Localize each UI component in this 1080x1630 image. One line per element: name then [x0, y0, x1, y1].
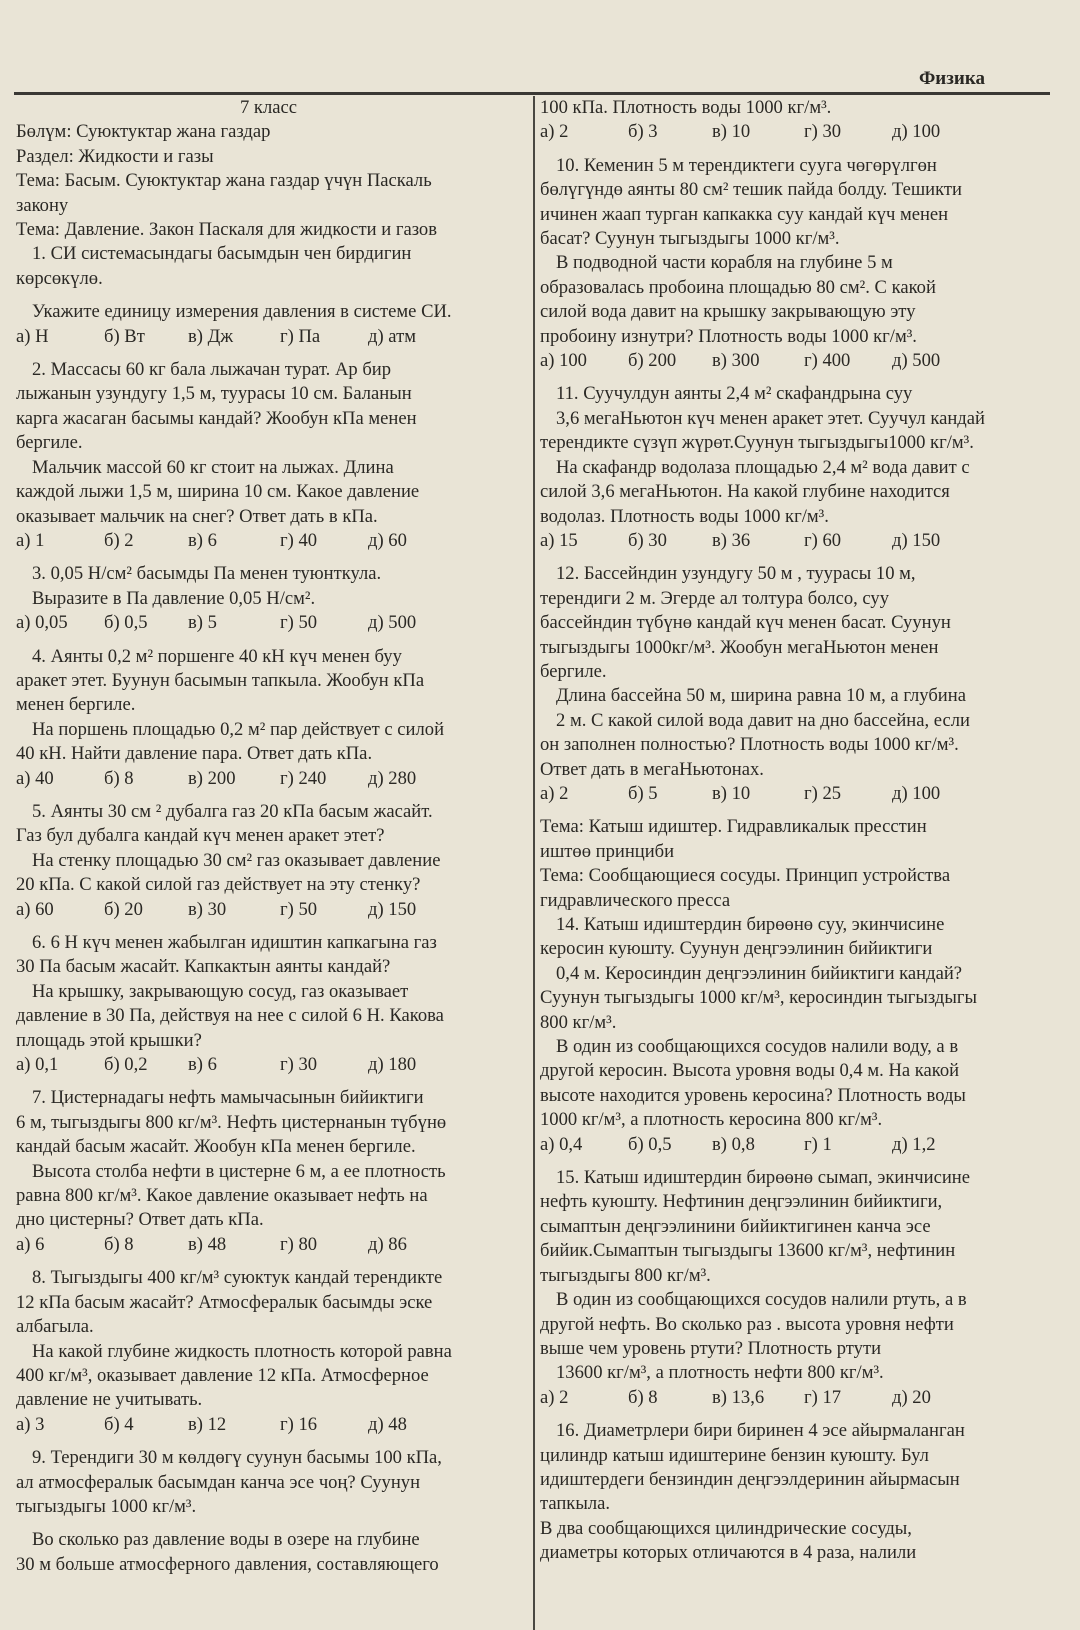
text-line: 2 м. С какой силой вода давит на дно бассейна, если [556, 709, 970, 731]
header-rule [14, 92, 1050, 95]
text-line: высоте находится уровень керосина? Плотность воды [540, 1084, 966, 1106]
text-line: 16. Диаметрлери бири биринен 4 эсе айырмаланган [556, 1420, 965, 1442]
text-line: пробоину изнутри? Плотность воды 1000 кг/м³. [540, 325, 917, 347]
text-line: 10. Кеменин 5 м терендиктеги сууга чөгөрүлгөн [556, 154, 937, 176]
text-line: 2. Массасы 60 кг бала лыжачан турат. Ар бир [32, 359, 392, 381]
text-line: тыгыздыгы 1000 кг/м³. [16, 1495, 197, 1517]
answer-option: д) 20 [892, 1386, 931, 1408]
answer-options [540, 349, 1050, 373]
answer-option: б) 0,5 [104, 612, 148, 634]
text-line: бөлүгүндө аянты 80 см² тешик пайда болду. Тешикти [540, 179, 962, 201]
text-line: равна 800 кг/м³. Какое давление оказывает нефть на [16, 1185, 428, 1207]
text-line: 1. СИ системасындагы басымдын чен бирдигин [32, 243, 412, 265]
answer-option: а) 0,1 [16, 1054, 59, 1076]
answer-option: в) 5 [188, 612, 217, 634]
answer-option: г) 17 [804, 1386, 842, 1408]
text-line: 0,4 м. Керосиндин деңгээлинин бийиктиги кандай? [556, 962, 963, 984]
text-line: Длина бассейна 50 м, ширина равна 10 м, а глубина [556, 685, 966, 707]
text-line: В один из сообщающихся сосудов налили воду, а в [556, 1036, 959, 1058]
text-line: другой керосин. Высота уровня воды 0,4 м. На какой [540, 1060, 960, 1082]
text-line: силой вода давит на крышку закрывающую эту [540, 301, 916, 323]
text-line: На какой глубине жидкость плотность которой равна [32, 1340, 452, 1362]
answer-options [16, 1413, 521, 1437]
answer-option: а) 100 [540, 350, 587, 372]
answer-options [16, 1053, 521, 1077]
text-line: 40 кН. Найти давление пара. Ответ дать кПа. [16, 743, 373, 765]
text-line: Суунун тыгыздыгы 1000 кг/м³, керосиндин тыгыздыгы [540, 987, 978, 1009]
text-line: сымаптын деңгээлинини бийиктигинен канча эсе [540, 1215, 931, 1237]
text-line: иштөө принциби [540, 840, 675, 862]
answer-option: в) 36 [712, 529, 751, 551]
answer-option: в) Дж [188, 325, 234, 347]
text-line: менен бергиле. [16, 694, 136, 716]
text-line: 12 кПа басым жасайт? Атмосфералык басымды эске [16, 1291, 433, 1313]
answer-option: г) 1 [804, 1133, 832, 1155]
text-line: 8. Тыгыздыгы 400 кг/м³ суюктук кандай терендикте [32, 1267, 443, 1289]
answer-options [540, 782, 1050, 806]
text-line: 800 кг/м³. [540, 1011, 617, 1033]
answer-option: в) 300 [712, 350, 760, 372]
answer-option: г) 40 [280, 529, 318, 551]
answer-option: а) 2 [540, 1386, 569, 1408]
text-line: Газ бул дубалга кандай күч менен аракет этет? [16, 825, 385, 847]
answer-option: а) 2 [540, 121, 569, 143]
text-line: ал атмосфералык басымдан канча эсе чоң? Суунун [16, 1471, 421, 1493]
answer-option: а) 0,05 [16, 612, 68, 634]
left-column [16, 96, 521, 1577]
text-line: керосин куюшту. Суунун деңгээлинин бийиктиги [540, 938, 933, 960]
answer-option: б) 30 [628, 529, 667, 551]
text-line: Бөлүм: Суюктуктар жана газдар [16, 121, 271, 143]
answer-option: б) 8 [628, 1386, 658, 1408]
answer-option: д) 100 [892, 782, 941, 804]
text-line: В два сообщающихся цилиндрические сосуды, [540, 1517, 912, 1539]
text-line: 6 м, тыгыздыгы 800 кг/м³. Нефть цистернанын түбүнө [16, 1111, 447, 1133]
text-line: оказывает мальчик на снег? Ответ дать в кПа. [16, 505, 378, 527]
text-line: карга жасаган басымы кандай? Жообун кПа менен [16, 407, 417, 429]
answer-option: б) 5 [628, 782, 658, 804]
answer-option: б) 8 [104, 1233, 134, 1255]
answer-option: в) 6 [188, 1054, 217, 1076]
answer-option: б) 200 [628, 350, 677, 372]
text-line: Укажите единицу измерения давления в системе СИ. [32, 301, 452, 323]
text-line: В подводной части корабля на глубине 5 м [556, 252, 893, 274]
answer-option: д) 180 [368, 1054, 417, 1076]
answer-option: д) 86 [368, 1233, 407, 1255]
text-line: На крышку, закрывающую сосуд, газ оказывает [32, 980, 409, 1002]
answer-option: г) 50 [280, 898, 318, 920]
text-line: диаметры которых отличаются в 4 раза, налили [540, 1542, 917, 1564]
text-line: 12. Бассейндин узундугу 50 м , туурасы 10 м, [556, 563, 916, 585]
text-line: албагыла. [16, 1316, 94, 1338]
text-line: каждой лыжи 1,5 м, ширина 10 см. Какое давление [16, 481, 420, 503]
answer-option: а) 15 [540, 529, 578, 551]
answer-option: д) 280 [368, 767, 417, 789]
answer-options [16, 529, 521, 553]
text-line: бергиле. [540, 660, 607, 682]
text-line: ичинен жаап турган капкакка суу кандай күч менен [540, 203, 949, 225]
text-line: другой нефть. Во сколько раз . высота уровня нефти [540, 1313, 954, 1335]
text-line: 11. Суучулдун аянты 2,4 м² скафандрына суу [556, 383, 913, 405]
answer-options [16, 767, 521, 791]
answer-option: в) 12 [188, 1413, 227, 1435]
text-line: Высота столба нефти в цистерне 6 м, а ее плотность [32, 1160, 446, 1182]
text-line: дно цистерны? Ответ дать кПа. [16, 1209, 264, 1231]
answer-option: г) 240 [280, 767, 327, 789]
answer-options [16, 325, 521, 349]
text-line: силой 3,6 мегаНьютон. На какой глубине находится [540, 481, 950, 503]
answer-option: а) 60 [16, 898, 54, 920]
text-line: 9. Терендиги 30 м көлдөгү суунун басымы 100 кПа, [32, 1447, 442, 1469]
answer-options [16, 611, 521, 635]
answer-option: в) 10 [712, 782, 751, 804]
text-line: 14. Катыш идиштердин бирөөнө суу, экинчисине [556, 914, 945, 935]
answer-option: а) 3 [16, 1413, 45, 1435]
text-line: 30 Па басым жасайт. Капкактын аянты кандай? [16, 956, 391, 978]
subject-header: Физика [918, 68, 985, 89]
answer-option: д) 100 [892, 121, 941, 143]
answer-option: г) Па [280, 325, 321, 347]
answer-option: б) 4 [104, 1413, 134, 1435]
text-line: гидравлического пресса [540, 889, 731, 911]
answer-option: д) 150 [892, 529, 941, 551]
text-line: 7. Цистернадагы нефть мамычасынын бийиктиги [32, 1087, 424, 1109]
answer-option: а) 40 [16, 767, 54, 789]
answer-option: г) 60 [804, 529, 842, 551]
answer-option: а) 1 [16, 529, 45, 551]
text-line: терендикте сүзүп жүрөт.Суунун тыгыздыгы1000 кг/м³. [540, 432, 974, 454]
text-line: бергиле. [16, 432, 83, 454]
answer-option: г) 30 [804, 121, 842, 143]
answer-option: а) 6 [16, 1233, 45, 1255]
answer-option: б) 20 [104, 898, 143, 920]
text-line: басат? Суунун тыгыздыгы 1000 кг/м³. [540, 228, 840, 250]
text-line: бийик.Сымаптын тыгыздыгы 13600 кг/м³, нефтинин [540, 1240, 956, 1262]
text-line: көрсөкүлө. [16, 267, 103, 289]
text-line: 5. Аянты 30 см ² дубалга газ 20 кПа басым жасайт. [32, 800, 433, 822]
text-line: бассейндин түбүнө кандай күч менен басат. Суунун [540, 612, 951, 634]
text-line: цилиндр катыш идиштерине бензин куюшту. Бул [540, 1444, 929, 1466]
text-line: 20 кПа. С какой силой газ действует на эту стенку? [16, 874, 421, 896]
right-column [540, 96, 1050, 1566]
answer-options [540, 1386, 1050, 1410]
answer-option: г) 50 [280, 612, 318, 634]
text-line: он заполнен полностью? Плотность воды 1000 кг/м³. [540, 734, 959, 756]
answer-option: а) Н [16, 325, 49, 347]
text-line: В один из сообщающихся сосудов налили ртуть, а в [556, 1289, 967, 1311]
text-line: Тема: Басым. Суюктуктар жана газдар үчүн Паскаль [16, 170, 432, 192]
answer-option: г) 16 [280, 1413, 318, 1435]
answer-options [16, 898, 521, 922]
text-line: 7 класс [239, 97, 298, 118]
text-line: 100 кПа. Плотность воды 1000 кг/м³. [540, 97, 832, 118]
text-line: Мальчик массой 60 кг стоит на лыжах. Длина [32, 456, 394, 478]
text-line: Тема: Сообщающиеся сосуды. Принцип устройства [540, 865, 951, 887]
text-line: идиштердеги бензиндин деңгээлдеринин айырмасын [540, 1468, 960, 1490]
text-line: Раздел: Жидкости и газы [16, 145, 214, 167]
text-line: 6. 6 Н күч менен жабылган идиштин капкагына газ [32, 932, 437, 953]
text-line: 13600 кг/м³, а плотность нефти 800 кг/м³. [556, 1362, 884, 1384]
answer-options [540, 120, 1050, 144]
answer-option: в) 10 [712, 121, 751, 143]
text-line: 400 кг/м³, оказывает давление 12 кПа. Атмосферное [16, 1364, 429, 1386]
text-line: 15. Катыш идиштердин бирөөнө сымап, экинчисине [556, 1167, 970, 1189]
text-line: давление не учитывать. [16, 1389, 203, 1411]
text-line: нефть куюшту. Нефтинин деңгээлинин бийиктиги, [540, 1191, 943, 1213]
answer-option: г) 400 [804, 350, 851, 372]
answer-option: г) 25 [804, 782, 842, 804]
text-line: 3. 0,05 Н/см² басымды Па менен туюнткула. [32, 563, 382, 585]
text-line: Во сколько раз давление воды в озере на глубине [32, 1529, 420, 1551]
answer-option: в) 200 [188, 767, 236, 789]
text-line: тыгыздыгы 1000кг/м³. Жообун мегаНьютон менен [540, 636, 939, 658]
answer-option: д) 1,2 [892, 1133, 936, 1155]
text-line: аракет этет. Буунун басымын тапкыла. Жообун кПа [16, 669, 425, 691]
answer-option: а) 0,4 [540, 1133, 583, 1155]
answer-option: б) 8 [104, 767, 134, 789]
text-line: образовалась пробоина площадью 80 см². С какой [540, 276, 936, 298]
answer-option: в) 30 [188, 898, 227, 920]
text-line: закону [16, 194, 69, 216]
answer-option: д) атм [368, 325, 416, 347]
text-line: Выразите в Па давление 0,05 Н/см². [32, 587, 316, 609]
answer-option: б) 0,2 [104, 1054, 148, 1076]
answer-option: в) 6 [188, 529, 217, 551]
answer-options [16, 1233, 521, 1257]
text-line: На скафандр водолаза площадью 2,4 м² вода давит с [556, 456, 970, 478]
answer-option: д) 500 [892, 350, 941, 372]
answer-option: б) 0,5 [628, 1133, 672, 1155]
answer-option: г) 30 [280, 1054, 318, 1076]
text-line: 30 м больше атмосферного давления, составляющего [16, 1553, 439, 1575]
text-line: 3,6 мегаНьютон күч менен аракет этет. Суучул кандай [556, 407, 985, 429]
answer-option: в) 48 [188, 1233, 227, 1255]
answer-option: д) 150 [368, 898, 417, 920]
text-line: 1000 кг/м³, а плотность керосина 800 кг/м³. [540, 1109, 883, 1131]
text-line: тыгыздыгы 800 кг/м³. [540, 1264, 711, 1286]
text-line: Ответ дать в мегаНьютонах. [540, 758, 764, 780]
answer-option: б) 3 [628, 121, 658, 143]
text-line: На стенку площадью 30 см² газ оказывает давление [32, 849, 441, 871]
text-line: тапкыла. [540, 1493, 611, 1515]
text-line: кандай басым жасайт. Жообун кПа менен бергиле. [16, 1136, 416, 1158]
answer-option: б) Вт [104, 325, 145, 347]
text-line: На поршень площадью 0,2 м² пар действует с силой [32, 718, 445, 740]
answer-option: д) 60 [368, 529, 407, 551]
answer-options [540, 529, 1050, 553]
column-divider [533, 96, 535, 1630]
answer-option: а) 2 [540, 782, 569, 804]
text-line: Тема: Давление. Закон Паскаля для жидкости и газов [16, 219, 438, 241]
answer-option: в) 0,8 [712, 1133, 755, 1155]
text-line: площадь этой крышки? [16, 1029, 202, 1051]
answer-options [540, 1133, 1050, 1157]
text-line: выше чем уровень ртути? Плотность ртути [540, 1337, 882, 1359]
text-line: терендиги 2 м. Эгерде ал толтура болсо, суу [540, 587, 890, 609]
answer-option: д) 500 [368, 612, 417, 634]
answer-option: в) 13,6 [712, 1386, 765, 1408]
text-line: 4. Аянты 0,2 м² поршенге 40 кН күч менен буу [32, 645, 402, 667]
answer-option: б) 2 [104, 529, 134, 551]
text-line: Тема: Катыш идиштер. Гидравликалык пресстин [540, 816, 927, 838]
answer-option: д) 48 [368, 1413, 407, 1435]
text-line: водолаз. Плотность воды 1000 кг/м³. [540, 505, 829, 527]
text-line: давление в 30 Па, действуя на нее с силой 6 Н. Какова [16, 1005, 444, 1027]
text-line: лыжанын узундугу 1,5 м, туурасы 10 см. Баланын [16, 383, 412, 405]
answer-option: г) 80 [280, 1233, 318, 1255]
